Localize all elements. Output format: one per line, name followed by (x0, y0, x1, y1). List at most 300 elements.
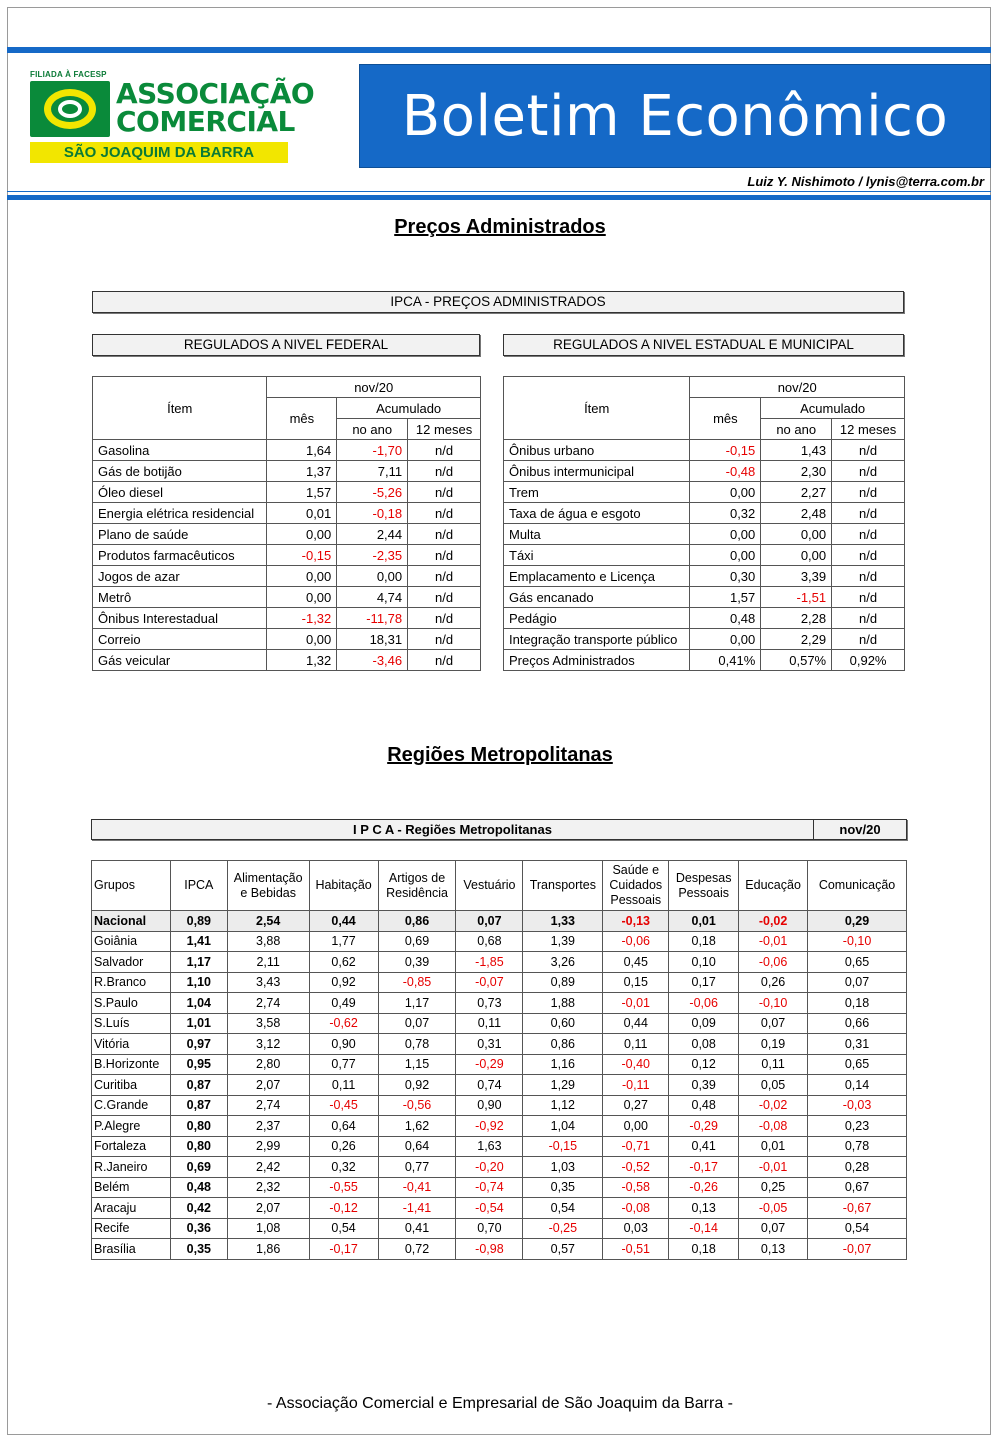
value-cell: 0,68 (456, 931, 523, 952)
value-cell: 2,80 (227, 1054, 309, 1075)
value-cell: 0,11 (309, 1075, 378, 1096)
item-cell: Ônibus intermunicipal (504, 461, 690, 482)
value-cell: 0,89 (170, 911, 227, 932)
doze-cell: n/d (832, 482, 905, 503)
value-cell: 3,43 (227, 972, 309, 993)
table-row (93, 566, 481, 587)
value-cell: -0,06 (739, 952, 808, 973)
doze-cell: n/d (408, 440, 481, 461)
doze-cell: n/d (832, 503, 905, 524)
item-cell: Gasolina (93, 440, 267, 461)
mes-cell: 0,30 (690, 566, 761, 587)
region-cell: R.Janeiro (92, 1157, 171, 1178)
region-cell: B.Horizonte (92, 1054, 171, 1075)
value-cell: 0,80 (170, 1116, 227, 1137)
value-cell: 3,58 (227, 1013, 309, 1034)
value-cell: 0,48 (170, 1177, 227, 1198)
value-cell: -0,10 (739, 993, 808, 1014)
value-cell: 0,07 (456, 911, 523, 932)
table-row (93, 629, 481, 650)
value-cell: 0,35 (170, 1239, 227, 1260)
mes-cell: 0,00 (690, 524, 761, 545)
value-cell: 1,03 (523, 1157, 603, 1178)
item-cell: Taxa de água e esgoto (504, 503, 690, 524)
table-row (92, 1054, 907, 1075)
region-cell: P.Alegre (92, 1116, 171, 1137)
federal-table (92, 376, 481, 671)
table-row (92, 931, 907, 952)
value-cell: -0,45 (309, 1095, 378, 1116)
value-cell: -0,15 (523, 1136, 603, 1157)
value-cell: 0,32 (309, 1157, 378, 1178)
value-cell: 1,04 (170, 993, 227, 1014)
value-cell: -0,54 (456, 1198, 523, 1219)
value-cell: 1,63 (456, 1136, 523, 1157)
value-cell: -0,07 (808, 1239, 907, 1260)
region-cell: S.Paulo (92, 993, 171, 1014)
col-acumulado-header: Acumulado (337, 398, 481, 419)
doze-cell: n/d (408, 650, 481, 671)
mes-cell: 0,00 (267, 566, 337, 587)
ano-cell: 4,74 (337, 587, 408, 608)
value-cell: 2,07 (227, 1075, 309, 1096)
value-cell: 0,39 (669, 1075, 739, 1096)
table-row (504, 482, 905, 503)
federal-bar: REGULADOS A NIVEL FEDERAL (92, 334, 480, 356)
doze-cell: n/d (408, 482, 481, 503)
total-doze-cell: 0,92% (832, 650, 905, 671)
doze-cell: n/d (408, 587, 481, 608)
value-cell: 2,74 (227, 993, 309, 1014)
item-cell: Plano de saúde (93, 524, 267, 545)
value-cell: -0,52 (603, 1157, 669, 1178)
table-row (504, 503, 905, 524)
value-cell: -0,06 (603, 931, 669, 952)
table-row (92, 1218, 907, 1239)
ano-cell: 2,28 (761, 608, 832, 629)
col-mes-header: mês (267, 398, 337, 440)
table-row (92, 952, 907, 973)
value-cell: 0,09 (669, 1013, 739, 1034)
table-row (92, 1239, 907, 1260)
ano-cell: 3,39 (761, 566, 832, 587)
value-cell: -0,58 (603, 1177, 669, 1198)
logo-line1: ASSOCIAÇÃO (116, 77, 315, 110)
value-cell: 0,64 (378, 1136, 456, 1157)
value-cell: 0,86 (523, 1034, 603, 1055)
table-row (92, 1075, 907, 1096)
value-cell: 1,16 (523, 1054, 603, 1075)
table-row (504, 587, 905, 608)
region-cell: Nacional (92, 911, 171, 932)
value-cell: 2,11 (227, 952, 309, 973)
value-cell: 0,60 (523, 1013, 603, 1034)
national-row (92, 911, 907, 932)
col-no-ano-header: no ano (337, 419, 408, 440)
item-cell: Correio (93, 629, 267, 650)
author-credit: Luiz Y. Nishimoto / lynis@terra.com.br (747, 174, 984, 189)
header-bottom-rule (7, 195, 991, 200)
table-row (92, 1034, 907, 1055)
value-cell: 0,41 (669, 1136, 739, 1157)
value-cell: 3,26 (523, 952, 603, 973)
value-cell: 3,88 (227, 931, 309, 952)
value-cell: 0,66 (808, 1013, 907, 1034)
value-cell: 0,77 (378, 1157, 456, 1178)
value-cell: 0,17 (669, 972, 739, 993)
section-title-precos: Preços Administrados (394, 216, 606, 238)
col-item-header: Ítem (93, 377, 267, 440)
item-cell: Táxi (504, 545, 690, 566)
value-cell: 0,08 (669, 1034, 739, 1055)
value-cell: 0,57 (523, 1239, 603, 1260)
value-cell: -0,05 (739, 1198, 808, 1219)
doze-cell: n/d (832, 461, 905, 482)
item-cell: Gás de botijão (93, 461, 267, 482)
header-top-rule (7, 47, 991, 53)
ano-cell: -1,70 (337, 440, 408, 461)
col-12-meses-header: 12 meses (832, 419, 905, 440)
item-cell: Gás encanado (504, 587, 690, 608)
ano-cell: -11,78 (337, 608, 408, 629)
doze-cell: n/d (832, 629, 905, 650)
region-cell: Brasília (92, 1239, 171, 1260)
footer-text: - Associação Comercial e Empresarial de São Joaquim da Barra - (267, 1395, 733, 1412)
table-row (93, 608, 481, 629)
table-row (92, 1095, 907, 1116)
metro-col-header: Comunicação (808, 861, 907, 911)
region-cell: Fortaleza (92, 1136, 171, 1157)
mes-cell: 1,37 (267, 461, 337, 482)
metro-bar-title: I P C A - Regiões Metropolitanas (92, 820, 814, 839)
value-cell: 2,37 (227, 1116, 309, 1137)
value-cell: -1,41 (378, 1198, 456, 1219)
doze-cell: n/d (832, 608, 905, 629)
mes-cell: 0,48 (690, 608, 761, 629)
value-cell: -0,17 (309, 1239, 378, 1260)
table-row (93, 482, 481, 503)
value-cell: -0,17 (669, 1157, 739, 1178)
estadual-table (503, 376, 905, 671)
logo-filiada-text: FILIADA À FACESP (30, 70, 107, 79)
value-cell: -0,13 (603, 911, 669, 932)
value-cell: 1,10 (170, 972, 227, 993)
table-row (504, 440, 905, 461)
region-cell: Belém (92, 1177, 171, 1198)
table-row (93, 503, 481, 524)
association-logo (30, 70, 315, 165)
value-cell: 0,18 (669, 931, 739, 952)
value-cell: 0,13 (669, 1198, 739, 1219)
value-cell: -0,62 (309, 1013, 378, 1034)
value-cell: 2,32 (227, 1177, 309, 1198)
doze-cell: n/d (832, 587, 905, 608)
estadual-bar: REGULADOS A NIVEL ESTADUAL E MUNICIPAL (503, 334, 904, 356)
value-cell: 0,78 (808, 1136, 907, 1157)
value-cell: 0,41 (378, 1218, 456, 1239)
table-row (92, 1198, 907, 1219)
item-cell: Metrô (93, 587, 267, 608)
value-cell: -0,41 (378, 1177, 456, 1198)
region-cell: Vitória (92, 1034, 171, 1055)
value-cell: 0,69 (378, 931, 456, 952)
value-cell: 0,10 (669, 952, 739, 973)
doze-cell: n/d (408, 566, 481, 587)
item-cell: Pedágio (504, 608, 690, 629)
item-cell: Energia elétrica residencial (93, 503, 267, 524)
region-cell: Salvador (92, 952, 171, 973)
item-cell: Jogos de azar (93, 566, 267, 587)
value-cell: 1,77 (309, 931, 378, 952)
table-row (92, 1013, 907, 1034)
ipca-precos-bar: IPCA - PREÇOS ADMINISTRADOS (92, 291, 904, 313)
item-cell: Ônibus urbano (504, 440, 690, 461)
value-cell: 0,26 (739, 972, 808, 993)
table-row (93, 587, 481, 608)
value-cell: -0,01 (603, 993, 669, 1014)
value-cell: -0,98 (456, 1239, 523, 1260)
value-cell: 0,01 (669, 911, 739, 932)
value-cell: 0,13 (739, 1239, 808, 1260)
doze-cell: n/d (408, 608, 481, 629)
item-cell: Ônibus Interestadual (93, 608, 267, 629)
value-cell: 0,86 (378, 911, 456, 932)
value-cell: -0,51 (603, 1239, 669, 1260)
value-cell: 0,36 (170, 1218, 227, 1239)
metro-col-header: Alimentação e Bebidas (227, 861, 309, 911)
value-cell: 0,31 (808, 1034, 907, 1055)
ano-cell: 18,31 (337, 629, 408, 650)
region-cell: Recife (92, 1218, 171, 1239)
value-cell: 0,69 (170, 1157, 227, 1178)
value-cell: 0,73 (456, 993, 523, 1014)
value-cell: 1,62 (378, 1116, 456, 1137)
value-cell: 0,11 (456, 1013, 523, 1034)
table-row (92, 1136, 907, 1157)
value-cell: 0,39 (378, 952, 456, 973)
value-cell: 0,31 (456, 1034, 523, 1055)
item-cell: Produtos farmacêuticos (93, 545, 267, 566)
value-cell: 0,87 (170, 1095, 227, 1116)
value-cell: 0,62 (309, 952, 378, 973)
total-item-cell: Preços Administrados (504, 650, 690, 671)
ano-cell: 2,30 (761, 461, 832, 482)
total-mes-cell: 0,41% (690, 650, 761, 671)
value-cell: 2,74 (227, 1095, 309, 1116)
value-cell: 1,88 (523, 993, 603, 1014)
value-cell: 0,44 (603, 1013, 669, 1034)
value-cell: 1,17 (378, 993, 456, 1014)
item-cell: Óleo diesel (93, 482, 267, 503)
value-cell: 2,99 (227, 1136, 309, 1157)
mes-cell: 0,32 (690, 503, 761, 524)
value-cell: 0,92 (378, 1075, 456, 1096)
value-cell: 0,70 (456, 1218, 523, 1239)
value-cell: -0,03 (808, 1095, 907, 1116)
value-cell: 0,80 (170, 1136, 227, 1157)
ano-cell: 0,00 (761, 545, 832, 566)
table-row (504, 608, 905, 629)
value-cell: -0,29 (669, 1116, 739, 1137)
value-cell: -0,10 (808, 931, 907, 952)
table-row (504, 461, 905, 482)
table-row (93, 440, 481, 461)
col-12-meses-header: 12 meses (408, 419, 481, 440)
value-cell: 2,07 (227, 1198, 309, 1219)
logo-line2: COMERCIAL (116, 105, 295, 138)
ano-cell: -1,51 (761, 587, 832, 608)
value-cell: 0,92 (309, 972, 378, 993)
value-cell: 1,15 (378, 1054, 456, 1075)
mes-cell: -0,48 (690, 461, 761, 482)
metro-col-header: Vestuário (456, 861, 523, 911)
col-no-ano-header: no ano (761, 419, 832, 440)
value-cell: 0,01 (739, 1136, 808, 1157)
region-cell: C.Grande (92, 1095, 171, 1116)
value-cell: 0,90 (456, 1095, 523, 1116)
mes-cell: 0,00 (690, 629, 761, 650)
table-row (92, 993, 907, 1014)
region-cell: Aracaju (92, 1198, 171, 1219)
metro-bar-period: nov/20 (839, 822, 881, 837)
doze-cell: n/d (832, 545, 905, 566)
value-cell: -0,06 (669, 993, 739, 1014)
value-cell: 1,29 (523, 1075, 603, 1096)
table-row (92, 1157, 907, 1178)
value-cell: -0,29 (456, 1054, 523, 1075)
total-row (504, 650, 905, 671)
header-bottom-thin-rule (7, 191, 991, 192)
ano-cell: 7,11 (337, 461, 408, 482)
col-period-header: nov/20 (690, 377, 905, 398)
value-cell: -0,26 (669, 1177, 739, 1198)
value-cell: -1,85 (456, 952, 523, 973)
ano-cell: 1,43 (761, 440, 832, 461)
doze-cell: n/d (832, 440, 905, 461)
doze-cell: n/d (408, 545, 481, 566)
table-row (504, 566, 905, 587)
metro-col-header: Educação (739, 861, 808, 911)
mes-cell: 0,01 (267, 503, 337, 524)
region-cell: R.Branco (92, 972, 171, 993)
value-cell: -0,20 (456, 1157, 523, 1178)
value-cell: -0,11 (603, 1075, 669, 1096)
value-cell: 0,87 (170, 1075, 227, 1096)
value-cell: 0,18 (669, 1239, 739, 1260)
logo-emblem-icon (30, 81, 110, 137)
value-cell: 0,26 (309, 1136, 378, 1157)
metro-col-header: IPCA (170, 861, 227, 911)
table-row (504, 524, 905, 545)
total-ano-cell: 0,57% (761, 650, 832, 671)
value-cell: 0,07 (739, 1013, 808, 1034)
value-cell: 0,89 (523, 972, 603, 993)
ano-cell: 0,00 (337, 566, 408, 587)
mes-cell: 0,00 (690, 482, 761, 503)
value-cell: -0,25 (523, 1218, 603, 1239)
value-cell: -0,12 (309, 1198, 378, 1219)
value-cell: 0,90 (309, 1034, 378, 1055)
value-cell: 1,17 (170, 952, 227, 973)
value-cell: 0,23 (808, 1116, 907, 1137)
value-cell: 0,19 (739, 1034, 808, 1055)
value-cell: 3,12 (227, 1034, 309, 1055)
table-row (92, 1116, 907, 1137)
value-cell: -0,08 (603, 1198, 669, 1219)
doze-cell: n/d (408, 524, 481, 545)
doze-cell: n/d (832, 524, 905, 545)
value-cell: 0,74 (456, 1075, 523, 1096)
value-cell: -0,56 (378, 1095, 456, 1116)
table-row (504, 629, 905, 650)
value-cell: 0,42 (170, 1198, 227, 1219)
bulletin-title: Boletim Econômico (401, 83, 949, 149)
metro-col-header: Saúde e Cuidados Pessoais (603, 861, 669, 911)
value-cell: 1,08 (227, 1218, 309, 1239)
value-cell: 0,54 (808, 1218, 907, 1239)
table-row (93, 650, 481, 671)
mes-cell: 0,00 (690, 545, 761, 566)
value-cell: 0,11 (603, 1034, 669, 1055)
value-cell: 1,33 (523, 911, 603, 932)
metro-col-header: Habitação (309, 861, 378, 911)
value-cell: 0,07 (808, 972, 907, 993)
metro-col-header: Despesas Pessoais (669, 861, 739, 911)
mes-cell: 1,32 (267, 650, 337, 671)
value-cell: 0,72 (378, 1239, 456, 1260)
value-cell: 0,54 (309, 1218, 378, 1239)
value-cell: 1,12 (523, 1095, 603, 1116)
table-row (93, 524, 481, 545)
metro-title-bar (91, 819, 907, 840)
value-cell: 0,48 (669, 1095, 739, 1116)
value-cell: -0,67 (808, 1198, 907, 1219)
value-cell: 1,86 (227, 1239, 309, 1260)
value-cell: 0,77 (309, 1054, 378, 1075)
value-cell: -0,08 (739, 1116, 808, 1137)
ano-cell: 2,48 (761, 503, 832, 524)
value-cell: 0,78 (378, 1034, 456, 1055)
ano-cell: -3,46 (337, 650, 408, 671)
doze-cell: n/d (408, 503, 481, 524)
item-cell: Emplacamento e Licença (504, 566, 690, 587)
value-cell: -0,55 (309, 1177, 378, 1198)
ano-cell: -2,35 (337, 545, 408, 566)
value-cell: 0,35 (523, 1177, 603, 1198)
value-cell: -0,02 (739, 911, 808, 932)
value-cell: 1,39 (523, 931, 603, 952)
value-cell: 0,44 (309, 911, 378, 932)
col-period-header: nov/20 (267, 377, 481, 398)
item-cell: Gás veicular (93, 650, 267, 671)
value-cell: 2,54 (227, 911, 309, 932)
value-cell: 0,28 (808, 1157, 907, 1178)
value-cell: -0,92 (456, 1116, 523, 1137)
table-row (93, 461, 481, 482)
mes-cell: 0,00 (267, 524, 337, 545)
value-cell: 0,03 (603, 1218, 669, 1239)
value-cell: 0,11 (739, 1054, 808, 1075)
value-cell: 0,95 (170, 1054, 227, 1075)
item-cell: Multa (504, 524, 690, 545)
metro-table (91, 860, 907, 1260)
value-cell: 0,29 (808, 911, 907, 932)
value-cell: -0,85 (378, 972, 456, 993)
ano-cell: 2,27 (761, 482, 832, 503)
value-cell: 0,49 (309, 993, 378, 1014)
section-title-metro: Regiões Metropolitanas (387, 744, 613, 766)
value-cell: 0,65 (808, 1054, 907, 1075)
